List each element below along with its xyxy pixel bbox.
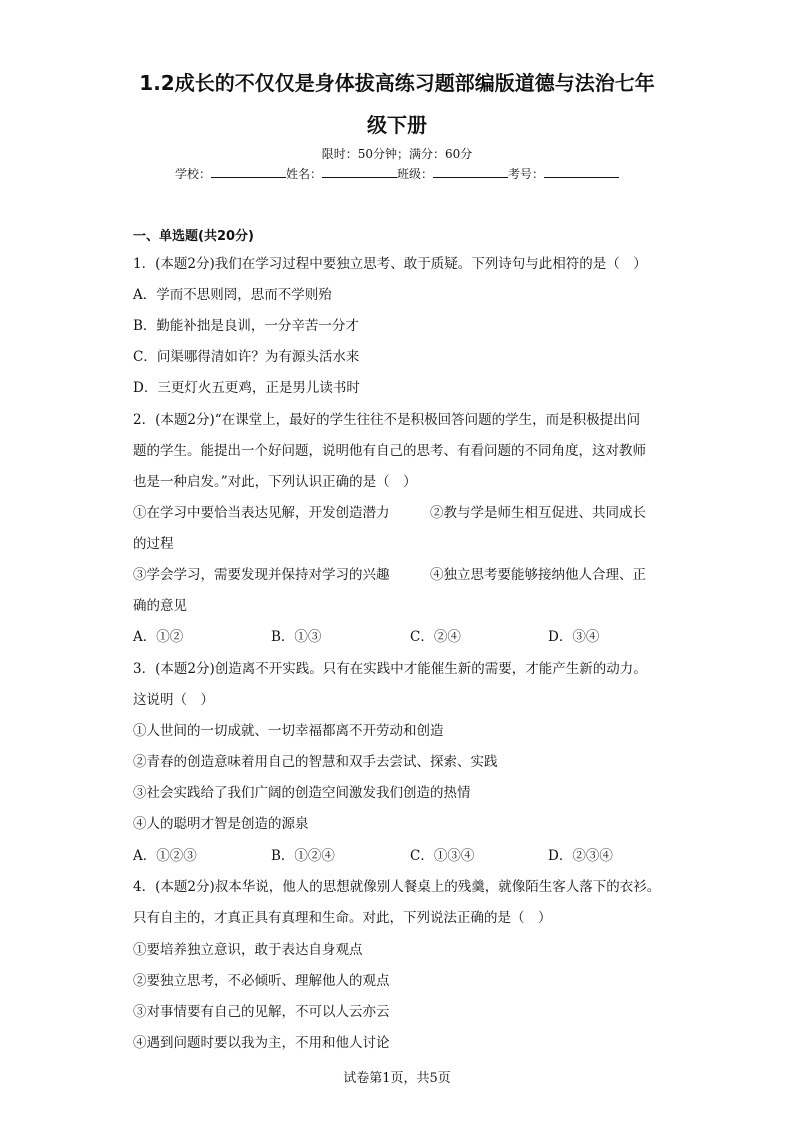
q1-stem: 1．(本题2分)我们在学习过程中要独立思考、敢于质疑。下列诗句与此相符的是（ ）: [133, 256, 647, 272]
q3-option-d: D．②③④: [548, 848, 613, 864]
q1-option-b: B．勤能补拙是良训，一分辛苦一分才: [133, 318, 359, 334]
q1-option-d: D．三更灯火五更鸡，正是男儿读书时: [133, 380, 360, 396]
q3-stem-line1: 3．(本题2分)创造离不开实践。只有在实践中才能催生新的需要，才能产生新的动力。: [133, 661, 647, 677]
name-blank: [322, 165, 397, 178]
q2-statement-4-cont: 确的意见: [133, 598, 187, 614]
q3-statement-3: ③社会实践给了我们广阔的创造空间激发我们创造的热情: [133, 785, 471, 801]
q3-statement-2: ②青春的创造意味着用自己的智慧和双手去尝试、探索、实践: [133, 754, 498, 770]
q2-stem-line1: 2．(本题2分)“在课堂上，最好的学生往往不是积极回答问题的学生，而是积极提出问: [133, 412, 641, 428]
student-info-row: [0, 165, 794, 182]
q4-stem-line1: 4．(本题2分)叔本华说，他人的思想就像别人餐桌上的残羹，就像陌生客人落下的衣衫。: [133, 879, 661, 895]
q2-stem-line2: 题的学生。能提出一个好问题，说明他有自己的思考、有看问题的不同角度，这对教师: [133, 443, 646, 459]
section-heading-single-choice: 一、单选题(共20分): [133, 229, 254, 244]
time-limit: 限时：50分钟；满分：60分: [321, 147, 473, 161]
q4-statement-1: ①要培养独立意识，敢于表达自身观点: [133, 942, 363, 958]
document-title-line1: 1.2成长的不仅仅是身体拔高练习题部编版道德与法治七年: [139, 71, 655, 95]
q3-option-b: B．①②④: [271, 848, 335, 864]
name-label: 姓名：: [285, 167, 322, 181]
q3-stem-line2: 这说明（ ）: [133, 692, 214, 708]
number-label: 考号：: [508, 167, 545, 181]
q1-option-c: C．问渠哪得清如许？为有源头活水来: [133, 349, 360, 365]
q2-option-d: D．③④: [548, 629, 600, 645]
q2-option-b: B．①③: [271, 629, 322, 645]
q4-statement-3: ③对事情要有自己的见解，不可以人云亦云: [133, 1004, 390, 1020]
q4-statement-4: ④遇到问题时要以我为主，不用和他人讨论: [133, 1035, 390, 1051]
q2-option-a: A．①②: [133, 629, 184, 645]
q4-stem-line2: 只有自主的，才真正具有真理和生命。对此，下列说法正确的是（ ）: [133, 910, 552, 926]
q3-option-c: C．①③④: [410, 848, 475, 864]
document-title-line2: 级下册: [367, 113, 427, 137]
q2-option-c: C．②④: [410, 629, 461, 645]
q2-statements-row1: [133, 503, 678, 523]
q1-option-a: A．学而不思则罔，思而不学则殆: [133, 287, 332, 303]
page-footer: 试卷第1页，共5页: [343, 1071, 451, 1086]
school-blank: [211, 165, 286, 178]
q3-statement-1: ①人世间的一切成就、一切幸福都离不开劳动和创造: [133, 723, 444, 739]
q2-stem-line3: 也是一种启发。”对此，下列认识正确的是（ ）: [133, 474, 417, 490]
q2-statement-2: ②教与学是师生相互促进、共同成长: [430, 505, 646, 521]
school-label: 学校：: [174, 167, 211, 181]
q3-option-a: A．①②③: [133, 848, 197, 864]
q2-statement-4: ④独立思考要能够接纳他人合理、正: [430, 567, 646, 583]
q4-statement-2: ②要独立思考，不必倾听、理解他人的观点: [133, 973, 390, 989]
q2-statement-3: ③学会学习，需要发现并保持对学习的兴趣: [133, 567, 390, 583]
q3-statement-4: ④人的聪明才智是创造的源泉: [133, 816, 309, 832]
class-label: 班级：: [397, 167, 434, 181]
q2-statement-1: ①在学习中要恰当表达见解，开发创造潜力: [133, 505, 390, 521]
number-blank: [544, 165, 619, 178]
q2-statements-row2: [133, 565, 678, 585]
class-blank: [433, 165, 508, 178]
q2-statement-2-cont: 的过程: [133, 536, 174, 552]
